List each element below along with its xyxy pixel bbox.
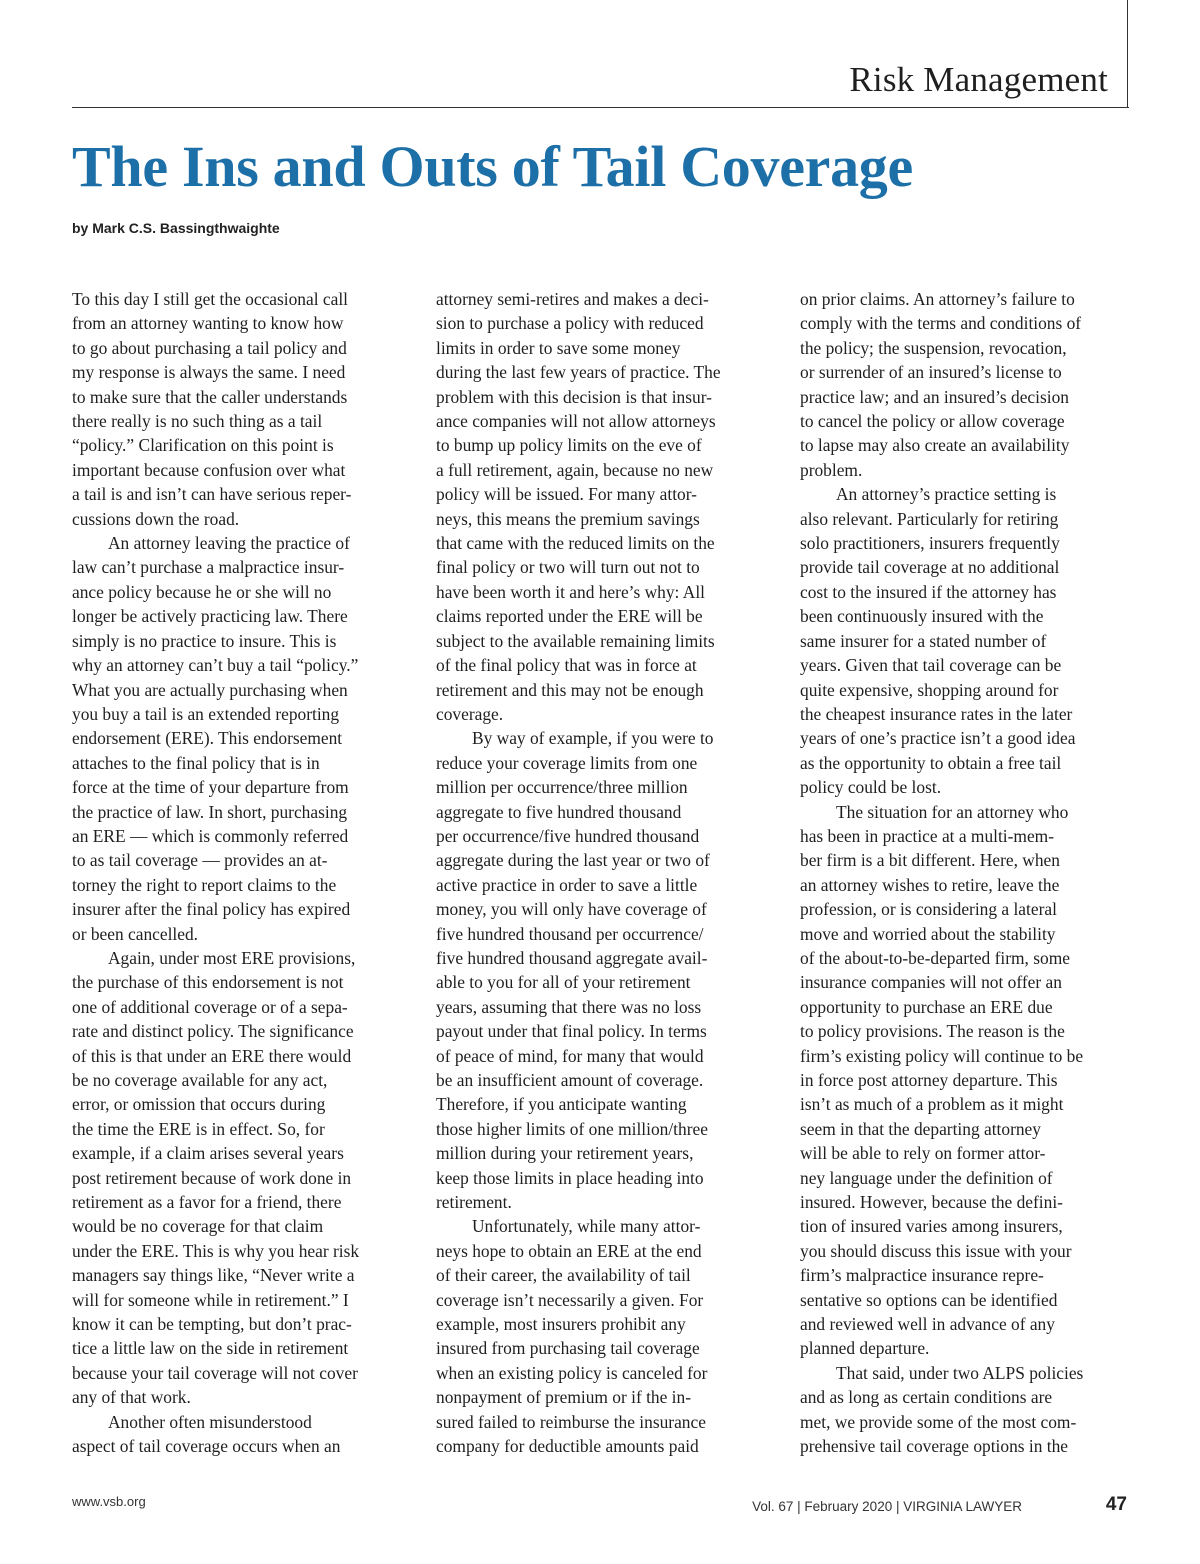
text-line: prehensive tail coverage options in the <box>800 1436 1069 1457</box>
text-line: of their career, the availability of tail <box>436 1265 691 1286</box>
paragraph <box>800 800 1132 1361</box>
text-line: the time the ERE is in effect. So, for <box>72 1118 325 1139</box>
footer-website: www.vsb.org <box>72 1494 146 1509</box>
text-line: you buy a tail is an extended reporting <box>72 703 340 724</box>
text-line: that came with the reduced limits on the <box>436 533 715 554</box>
text-line: five hundred thousand per occurrence/ <box>436 923 704 944</box>
text-line: my response is always the same. I need <box>72 362 346 383</box>
text-line: quite expensive, shopping around for <box>800 679 1059 700</box>
text-line: neys hope to obtain an ERE at the end <box>436 1240 702 1261</box>
text-line: been continuously insured with the <box>800 606 1044 627</box>
text-line: sion to purchase a policy with reduced <box>436 313 704 334</box>
page-number: 47 <box>1105 1494 1127 1515</box>
text-line: in force post attorney departure. This <box>800 1070 1058 1090</box>
text-line: to as tail coverage — provides an at- <box>72 850 328 871</box>
text-line: rate and distinct policy. The significance <box>72 1021 354 1042</box>
text-line: simply is no practice to insure. This is <box>72 630 337 651</box>
text-line: the policy; the suspension, revocation, <box>800 337 1067 358</box>
paragraph <box>436 1214 766 1458</box>
text-line: because your tail coverage will not cover <box>72 1362 358 1383</box>
text-line: of the final policy that was in force at <box>436 655 697 676</box>
text-line: An attorney leaving the practice of <box>108 533 350 554</box>
text-line: any of that work. <box>72 1387 191 1408</box>
text-line: important because confusion over what <box>72 459 346 480</box>
text-line: longer be actively practicing law. There <box>72 606 348 627</box>
text-line: has been in practice at a multi-mem- <box>800 825 1054 846</box>
text-line: An attorney’s practice setting is <box>836 484 1057 505</box>
text-line: post retirement because of work done in <box>72 1167 352 1188</box>
text-line: coverage isn’t necessarily a given. For <box>436 1289 704 1310</box>
text-line: insurer after the final policy has expired <box>72 899 351 920</box>
text-line: be no coverage available for any act, <box>72 1070 328 1090</box>
text-line: would be no coverage for that claim <box>72 1216 324 1237</box>
paragraph <box>436 287 766 726</box>
text-line: one of additional coverage or of a sepa- <box>72 996 348 1017</box>
paragraph <box>800 287 1132 482</box>
text-line: firm’s malpractice insurance repre- <box>800 1265 1044 1286</box>
text-line: years. Given that tail coverage can be <box>800 655 1062 676</box>
text-line: ney language under the definition of <box>800 1167 1053 1188</box>
text-line: per occurrence/five hundred thousand <box>436 825 700 846</box>
text-line: limits in order to save some money <box>436 337 681 358</box>
text-line: tion of insured varies among insurers, <box>800 1216 1063 1237</box>
text-line: those higher limits of one million/three <box>436 1118 708 1139</box>
text-line: you should discuss this issue with your <box>800 1240 1072 1261</box>
byline: by Mark C.S. Bassingthwaighte <box>72 220 280 236</box>
text-line: on prior claims. An attorney’s failure to <box>800 289 1075 309</box>
text-line: to bump up policy limits on the eve of <box>436 435 702 456</box>
text-line: able to you for all of your retirement <box>436 972 691 993</box>
text-line: retirement. <box>436 1192 512 1213</box>
text-line: Unfortunately, while many attor- <box>472 1216 701 1237</box>
article-title: The Ins and Outs of Tail Coverage <box>72 134 913 199</box>
text-line: an attorney wishes to retire, leave the <box>800 874 1060 895</box>
paragraph <box>800 482 1132 799</box>
text-line: endorsement (ERE). This endorsement <box>72 728 343 749</box>
header-rule <box>72 107 1129 108</box>
text-line: the purchase of this endorsement is not <box>72 972 344 993</box>
text-line: claims reported under the ERE will be <box>436 606 703 627</box>
section-label: Risk Management <box>849 60 1108 99</box>
text-line: problem with this decision is that insur- <box>436 386 712 407</box>
text-line: there really is no such thing as a tail <box>72 411 323 432</box>
text-line: practice law; and an insured’s decision <box>800 386 1069 407</box>
text-line: managers say things like, “Never write a <box>72 1265 355 1286</box>
text-line: insurance companies will not offer an <box>800 972 1062 993</box>
text-line: cost to the insured if the attorney has <box>800 581 1057 602</box>
article-column-3 <box>800 287 1132 1459</box>
text-line: insured. However, because the defini- <box>800 1192 1063 1213</box>
text-line: profession, or is considering a lateral <box>800 899 1057 920</box>
text-line: aspect of tail coverage occurs when an <box>72 1436 341 1457</box>
text-line: Therefore, if you anticipate wanting <box>436 1094 687 1115</box>
paragraph <box>800 1361 1132 1459</box>
text-line: and reviewed well in advance of any <box>800 1314 1055 1335</box>
text-line: from an attorney wanting to know how <box>72 313 344 334</box>
text-line: What you are actually purchasing when <box>72 679 348 700</box>
text-line: and as long as certain conditions are <box>800 1387 1053 1408</box>
text-line: “policy.” Clarification on this point is <box>72 435 334 456</box>
text-line: nonpayment of premium or if the in- <box>436 1387 692 1408</box>
text-line: coverage. <box>436 703 504 724</box>
text-line: example, most insurers prohibit any <box>436 1314 686 1335</box>
text-line: five hundred thousand aggregate avail- <box>436 947 708 968</box>
text-line: money, you will only have coverage of <box>436 899 707 920</box>
paragraph <box>72 287 402 531</box>
text-line: That said, under two ALPS policies <box>836 1362 1084 1383</box>
text-line: force at the time of your departure from <box>72 777 349 798</box>
text-line: under the ERE. This is why you hear risk <box>72 1240 360 1261</box>
text-line: attaches to the final policy that is in <box>72 752 320 773</box>
text-line: reduce your coverage limits from one <box>436 752 698 773</box>
text-line: will be able to rely on former attor- <box>800 1143 1046 1164</box>
text-line: solo practitioners, insurers frequently <box>800 533 1060 554</box>
header-vertical-rule <box>1127 0 1128 108</box>
text-line: policy could be lost. <box>800 777 942 798</box>
text-line: retirement as a favor for a friend, there <box>72 1192 342 1213</box>
text-line: same insurer for a stated number of <box>800 630 1047 651</box>
text-line: the practice of law. In short, purchasing <box>72 801 348 822</box>
text-line: to go about purchasing a tail policy and <box>72 337 347 358</box>
text-line: when an existing policy is canceled for <box>436 1362 708 1383</box>
text-line: torney the right to report claims to the <box>72 874 337 895</box>
paragraph <box>72 531 402 946</box>
text-line: opportunity to purchase an ERE due <box>800 996 1053 1017</box>
text-line: final policy or two will turn out not to <box>436 557 700 578</box>
text-line: sured failed to reimburse the insurance <box>436 1411 706 1432</box>
text-line: of peace of mind, for many that would <box>436 1045 704 1066</box>
text-line: retirement and this may not be enough <box>436 679 704 700</box>
text-line: comply with the terms and conditions of <box>800 313 1082 334</box>
text-line: ance policy because he or she will no <box>72 581 332 602</box>
text-line: of the about-to-be-departed firm, some <box>800 947 1070 968</box>
paragraph <box>72 1410 402 1459</box>
text-line: problem. <box>800 459 863 480</box>
text-line: be an insufficient amount of coverage. <box>436 1070 704 1090</box>
text-line: also relevant. Particularly for retiring <box>800 508 1059 529</box>
text-line: met, we provide some of the most com- <box>800 1411 1077 1432</box>
text-line: why an attorney can’t buy a tail “policy.” <box>72 655 359 676</box>
text-line: aggregate to five hundred thousand <box>436 801 682 822</box>
text-line: law can’t purchase a malpractice insur- <box>72 557 345 578</box>
text-line: The situation for an attorney who <box>836 801 1069 822</box>
text-line: error, or omission that occurs during <box>72 1094 326 1115</box>
text-line: keep those limits in place heading into <box>436 1167 704 1188</box>
text-line: By way of example, if you were to <box>472 728 714 749</box>
text-line: to cancel the policy or allow coverage <box>800 411 1065 432</box>
text-line: tice a little law on the side in retirement <box>72 1338 349 1359</box>
article-column-1 <box>72 287 402 1459</box>
text-line: during the last few years of practice. The <box>436 362 721 383</box>
text-line: ber firm is a bit different. Here, when <box>800 850 1060 871</box>
text-line: To this day I still get the occasional call <box>72 289 348 309</box>
text-line: firm’s existing policy will continue to be <box>800 1045 1084 1066</box>
text-line: payout under that final policy. In terms <box>436 1021 707 1042</box>
text-line: to policy provisions. The reason is the <box>800 1021 1065 1042</box>
text-line: subject to the available remaining limits <box>436 630 715 651</box>
text-line: to lapse may also create an availability <box>800 435 1070 456</box>
text-line: seem in that the departing attorney <box>800 1118 1041 1139</box>
text-line: active practice in order to save a little <box>436 874 698 895</box>
text-line: as the opportunity to obtain a free tail <box>800 752 1062 773</box>
text-line: of this is that under an ERE there would <box>72 1045 352 1066</box>
text-line: attorney semi-retires and makes a deci- <box>436 289 709 309</box>
text-line: insured from purchasing tail coverage <box>436 1338 700 1359</box>
text-line: aggregate during the last year or two of <box>436 850 710 871</box>
text-line: neys, this means the premium savings <box>436 508 700 529</box>
footer-issue: Vol. 67 | February 2020 | VIRGINIA LAWYER <box>752 1499 1022 1514</box>
text-line: or surrender of an insured’s license to <box>800 362 1062 383</box>
paragraph <box>72 946 402 1410</box>
text-line: have been worth it and here’s why: All <box>436 581 706 602</box>
text-line: a tail is and isn’t can have serious reper- <box>72 484 352 505</box>
text-line: example, if a claim arises several years <box>72 1143 344 1164</box>
text-line: provide tail coverage at no additional <box>800 557 1060 578</box>
text-line: a full retirement, again, because no new <box>436 459 714 480</box>
article-column-2 <box>436 287 766 1459</box>
paragraph <box>436 726 766 1214</box>
text-line: the cheapest insurance rates in the later <box>800 703 1073 724</box>
text-line: sentative so options can be identified <box>800 1289 1058 1310</box>
text-line: policy will be issued. For many attor- <box>436 484 697 505</box>
text-line: ance companies will not allow attorneys <box>436 411 716 432</box>
text-line: know it can be tempting, but don’t prac- <box>72 1314 352 1335</box>
text-line: move and worried about the stability <box>800 923 1056 944</box>
text-line: to make sure that the caller understands <box>72 386 348 407</box>
text-line: years, assuming that there was no loss <box>436 996 702 1017</box>
text-line: Another often misunderstood <box>108 1411 312 1432</box>
text-line: or been cancelled. <box>72 923 199 944</box>
text-line: million per occurrence/three million <box>436 777 688 798</box>
text-line: million during your retirement years, <box>436 1143 694 1164</box>
text-line: company for deductible amounts paid <box>436 1436 699 1457</box>
text-line: an ERE — which is commonly referred <box>72 825 349 846</box>
text-line: years of one’s practice isn’t a good idea <box>800 728 1076 749</box>
text-line: cussions down the road. <box>72 508 240 529</box>
text-line: isn’t as much of a problem as it might <box>800 1094 1064 1115</box>
text-line: Again, under most ERE provisions, <box>108 947 356 968</box>
text-line: planned departure. <box>800 1338 930 1359</box>
text-line: will for someone while in retirement.” I <box>72 1289 349 1310</box>
